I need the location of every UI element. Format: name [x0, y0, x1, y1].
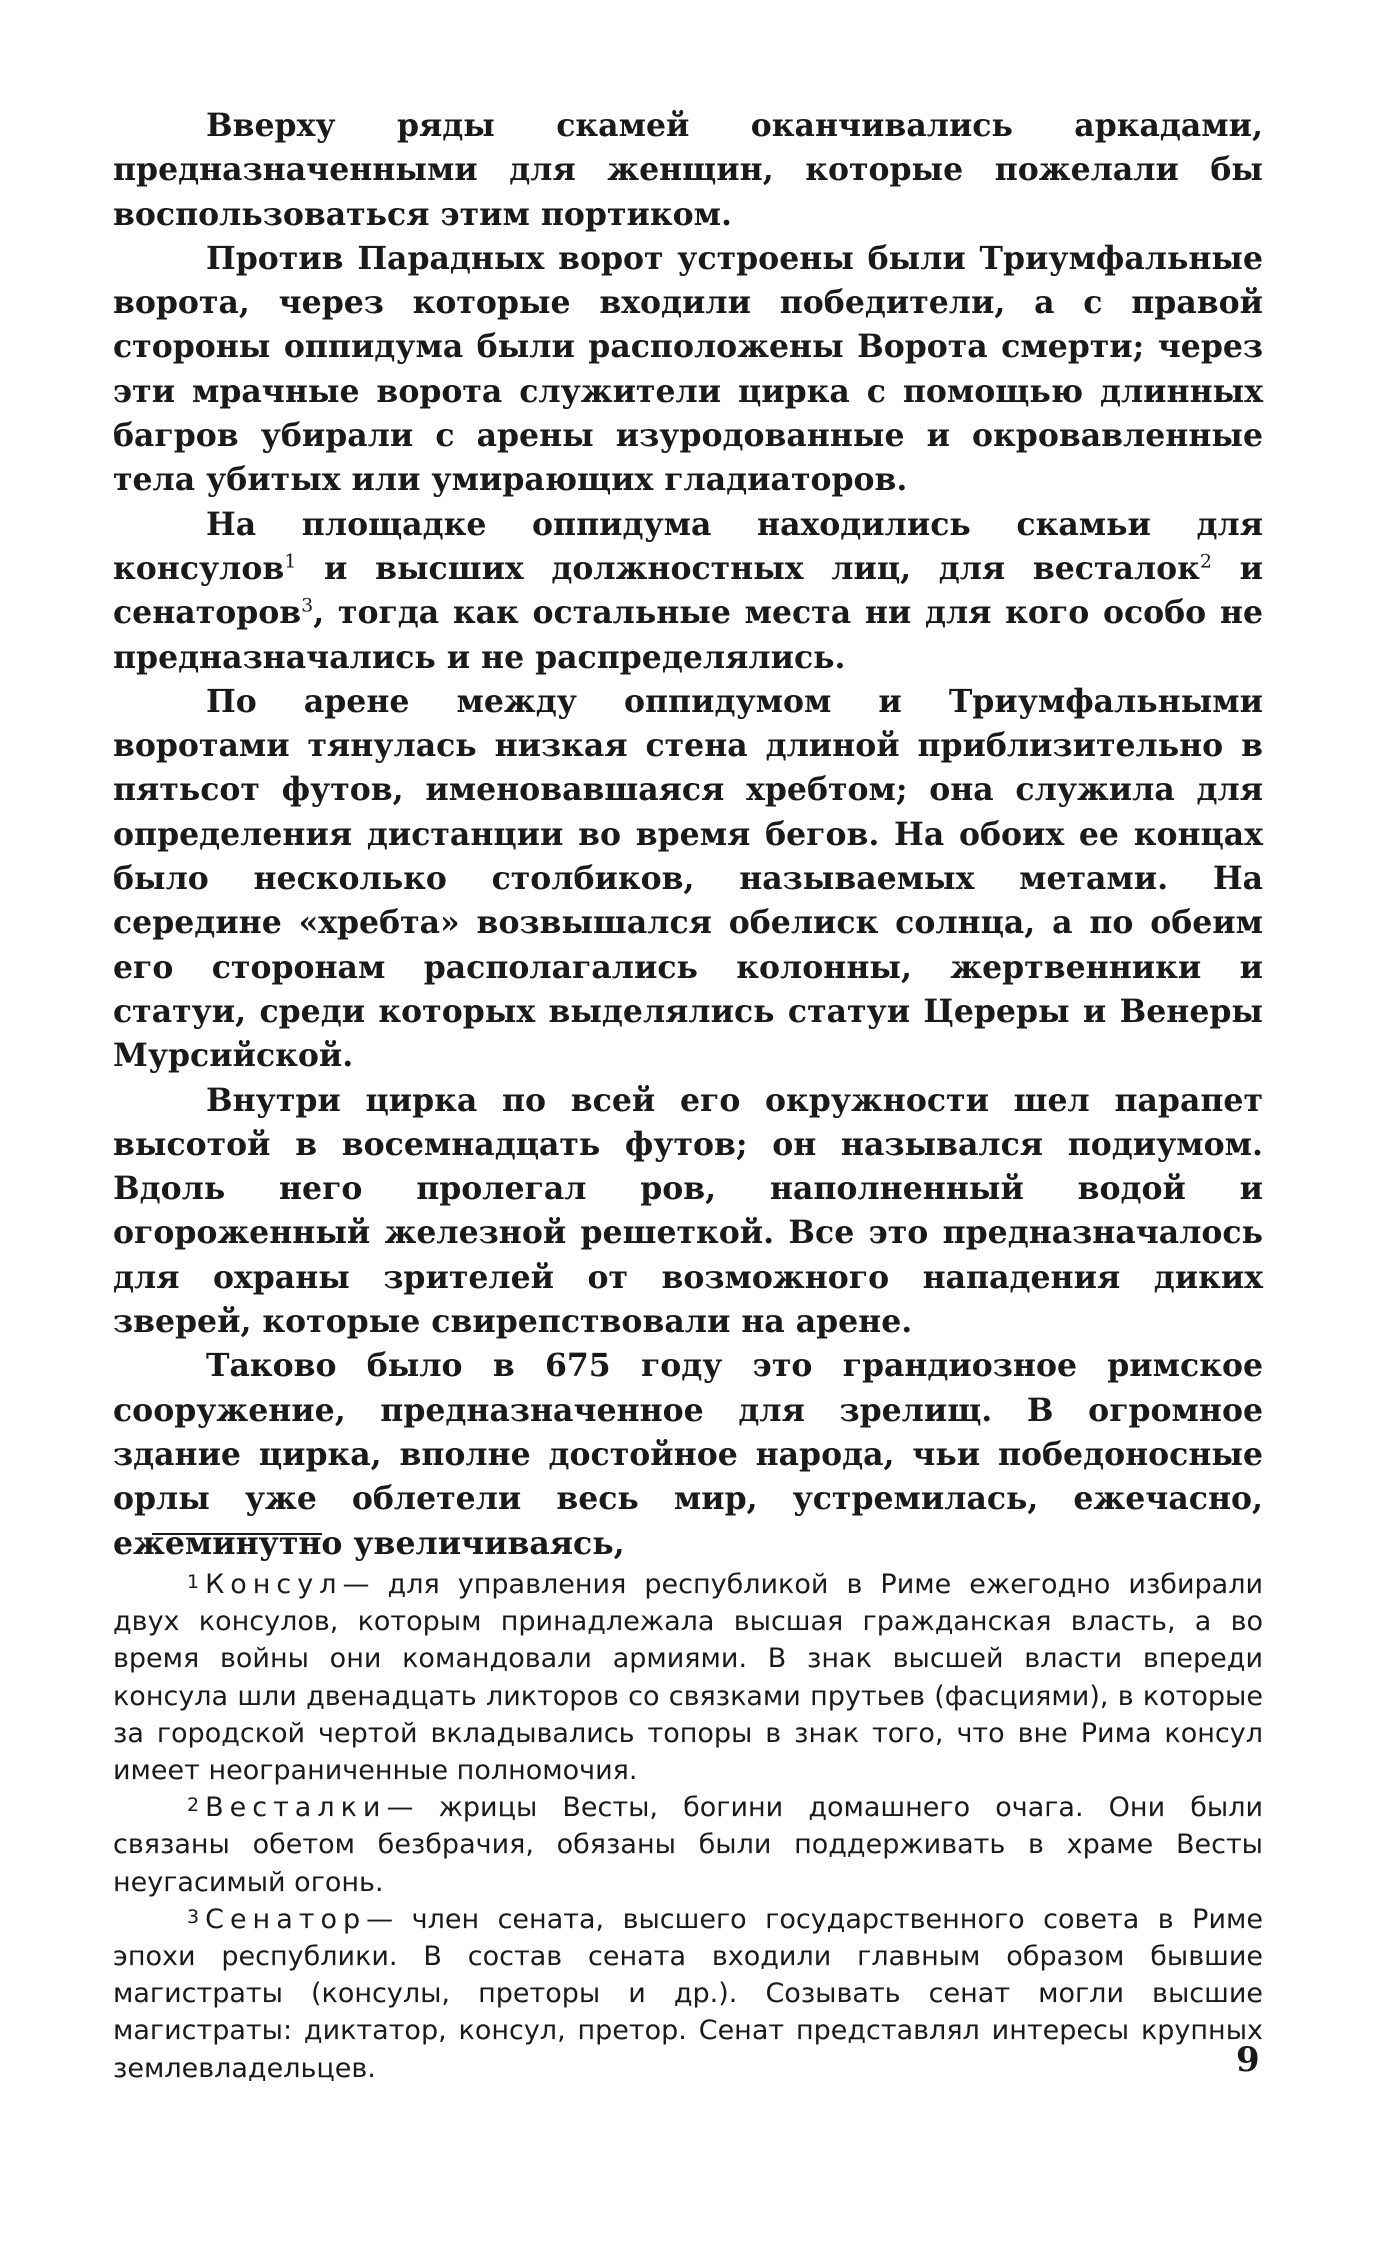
paragraph-text: Против Парадных ворот устроены были Триумфальные ворота, через которые входили победители, а с правой стороны оппидума были расположены Ворота смерти; через эти мрачные ворота служители цирка с помощью длинных багров убирали с арены изуродованные и окровавленные тела убитых или умирающих гладиаторов.	[113, 239, 1263, 499]
footnote-2	[113, 1789, 1263, 1901]
footnote-3	[113, 1901, 1263, 2087]
paragraph-text: и высших должностных лиц, для весталок	[296, 549, 1200, 587]
paragraph-text: Внутри цирка по всей его окружности шел парапет высотой в восемнадцать футов; он назывался подиумом. Вдоль него пролегал ров, наполненный водой и огороженный железной решеткой. Все это предназначалось для охраны зрителей от возможного нападения диких зверей, которые свирепствовали на арене.	[113, 1081, 1263, 1341]
footnote-text: — член сената, высшего государственного совета в Риме эпохи республики. В состав сената входили главным образом бывшие магистраты (консулы, преторы и др.). Созывать сенат могли высшие магистраты: диктатор, консул, претор. Сенат представлял интересы крупных землевладельцев.	[113, 1903, 1263, 2084]
main-text	[113, 104, 1263, 1566]
paragraph-1	[113, 104, 1263, 237]
paragraph-3	[113, 503, 1263, 680]
page-number: 9	[1236, 2040, 1260, 2080]
footnote-term: Весталки	[205, 1792, 387, 1824]
footnote-divider	[152, 1533, 322, 1535]
footnote-ref-1[interactable]: 1	[284, 550, 297, 573]
paragraph-2	[113, 237, 1263, 503]
footnotes	[113, 1566, 1263, 2087]
footnote-1	[113, 1566, 1263, 1789]
footnote-number: 1	[187, 1571, 200, 1593]
paragraph-text: , тогда как остальные места ни для кого особо не предназначались и не распределялись.	[113, 594, 1263, 676]
footnote-ref-2[interactable]: 2	[1199, 550, 1212, 573]
footnote-term: Сенатор	[205, 1903, 367, 1935]
footnote-number: 2	[187, 1794, 200, 1817]
paragraph-5	[113, 1079, 1263, 1345]
footnote-term: Консул	[205, 1569, 343, 1600]
footnote-ref-3[interactable]: 3	[301, 594, 314, 617]
paragraph-text: По арене между оппидумом и Триумфальными воротами тянулась низкая стена длиной приблизительно в пятьсот футов, именовавшаяся хребтом; она служила для определения дистанции во время бегов. На обоих ее концах было несколько столбиков, называемых метами. На середине «хребта» возвышался обелиск солнца, а по обеим его сторонам располагались колонны, жертвенники и статуи, среди которых выделялись статуи Цереры и Венеры Мурсийской.	[113, 682, 1263, 1075]
footnote-text: — жрицы Весты, богини домашнего очага. Они были связаны обетом безбрачия, обязаны были поддерживать в храме Весты неугасимый огонь.	[113, 1792, 1263, 1898]
footnote-number: 3	[187, 1905, 200, 1928]
paragraph-text: На площадке оппидума находились скамьи для консулов	[113, 505, 1263, 587]
paragraph-text: Таково было в 675 году это грандиозное римское сооружение, предназначенное для зрелищ. В огромное здание цирка, вполне достойное народа, чьи победоносные орлы уже облетели весь мир, устремилась, ежечасно, ежеминутно увеличиваясь,	[113, 1347, 1263, 1562]
paragraph-4	[113, 680, 1263, 1079]
paragraph-text: Вверху ряды скамей оканчивались аркадами, предназначенными для женщин, которые пожелали бы воспользоваться этим портиком.	[113, 107, 1263, 233]
paragraph-text: и сенаторов	[113, 549, 1263, 632]
footnote-text: — для управления республикой в Риме ежегодно избирали двух консулов, которым принадлежала высшая гражданская власть, а во время войны они командовали армиями. В знак высшей власти впереди консула шли двенадцать ликторов со связками прутьев (фасциями), в которые за городской чертой вкладывались топоры в знак того, что вне Рима консул имеет неограниченные полномочия.	[113, 1569, 1263, 1787]
